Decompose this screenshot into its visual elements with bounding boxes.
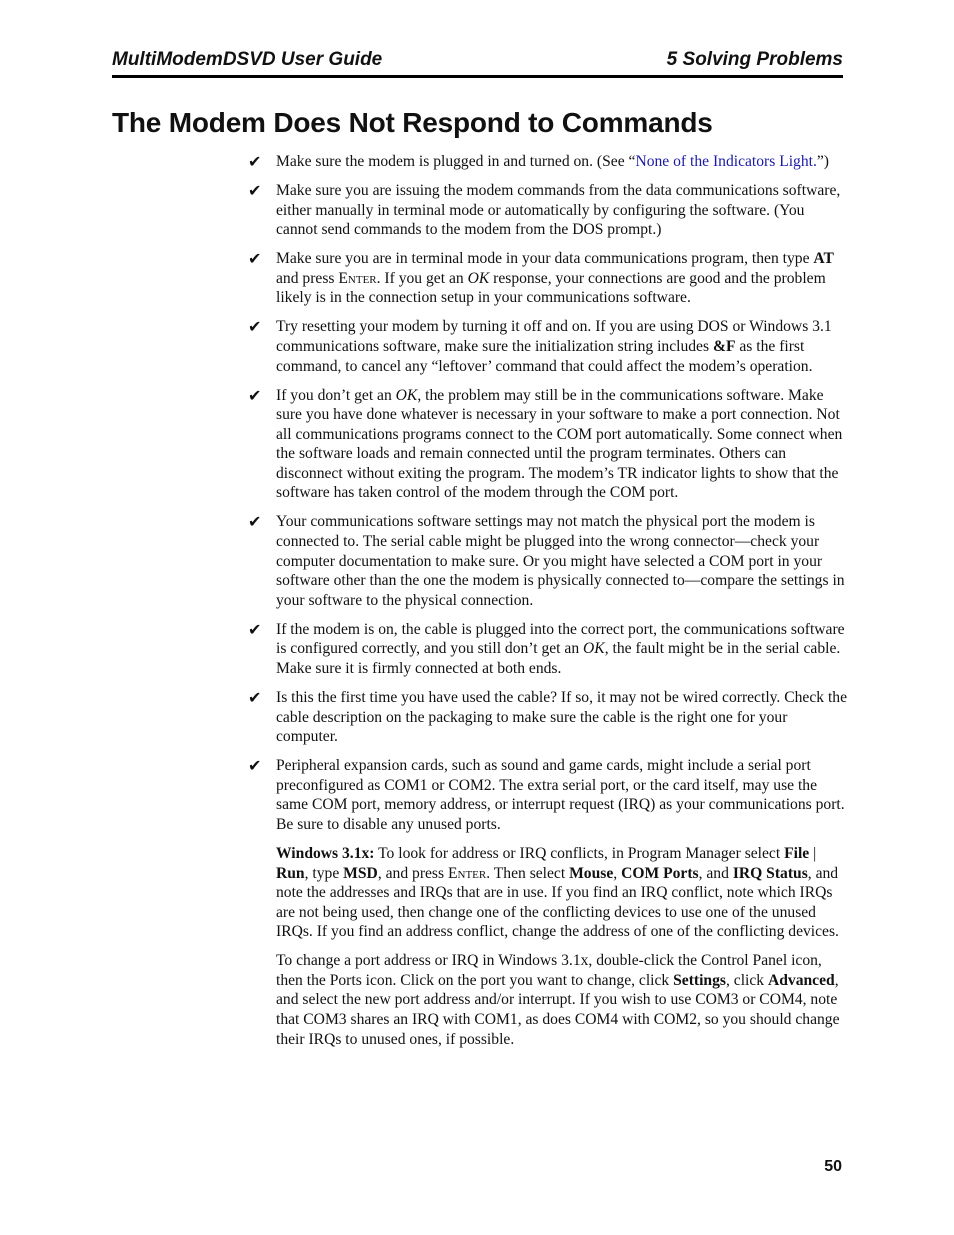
port-change-paragraph: To change a port address or IRQ in Windows 3.1x, double-click the Control Panel icon, then the Ports icon. Click on the port you want to change, click Settings, click Advanced, and select the new port address and/or interrupt. If you wish to use COM3 or COM4, note that COM3 shares an IRQ with COM1, as does COM4 with COM2, so you should change their IRQs to unused ones, if possible.	[276, 952, 840, 1048]
list-item: ✔ If the modem is on, the cable is plugged into the correct port, the communications software is configured correctly, and you still don’t get an OK, the fault might be in the serial cable. Make sure it is firmly connected at both ends.	[248, 619, 845, 677]
list-item: ✔ Make sure the modem is plugged in and turned on. (See “None of the Indicators Light.”)	[248, 152, 830, 171]
list-item: ✔ Your communications software settings may not match the physical port the modem is connected to. The serial cable might be plugged into the wrong connector—check your computer documentation to make sure. Or you might have selected a COM port in your software other than the one the modem is physically connected to—compare the settings in your software to the physical connection.	[248, 512, 845, 609]
checkmark-icon: ✔	[248, 756, 262, 776]
checkmark-icon: ✔	[248, 317, 262, 337]
checkmark-icon: ✔	[248, 152, 262, 171]
windows-paragraph: Windows 3.1x: To look for address or IRQ conflicts, in Program Manager select File | Run, type MSD, and press Enter. Then select Mouse, COM Ports, and IRQ Status, and note the addresses and IRQs that are in use. If you find an IRQ conflict, note which IRQs are not being used, then change one of the conflicting devices to use one of the unused IRQs. If you find an address conflict, change the address of one of the conflicting devices.	[276, 844, 839, 941]
chapter-title: 5 Solving Problems	[666, 49, 843, 70]
checkmark-icon: ✔	[248, 249, 262, 269]
list-item: ✔ Peripheral expansion cards, such as sound and game cards, might include a serial port preconfigured as COM1 or COM2. The extra serial port, or the card itself, may use the same COM port, memory address, or interrupt request (IRQ) as your communications port. Be sure to disable any unused ports.	[248, 756, 845, 833]
running-header	[112, 49, 843, 78]
checkmark-icon: ✔	[248, 687, 262, 707]
page-title: The Modem Does Not Respond to Commands	[112, 107, 713, 138]
page-number: 50	[824, 1158, 842, 1175]
list-item: ✔ If you don’t get an OK, the problem may still be in the communications software. Make sure you have done whatever is necessary in your software to make a port connection. Not all communications programs connect to the COM port automatically. Some connect when the software loads and remain connected until the program terminates. Others can disconnect without exiting the program. The modem’s TR indicator lights to show that the software has taken control of the modem through the COM port.	[248, 385, 843, 502]
guide-title: MultiModemDSVD User Guide	[112, 49, 383, 70]
content-body	[248, 152, 848, 1059]
checkmark-icon: ✔	[248, 180, 262, 200]
list-item: ✔ Is this the first time you have used the cable? If so, it may not be wired correctly. Check the cable description on the packaging to make sure the cable is the right one for your computer.	[248, 687, 848, 746]
checkmark-icon: ✔	[248, 385, 262, 405]
checkmark-icon: ✔	[248, 512, 262, 532]
list-item: ✔ Make sure you are issuing the modem commands from the data communications software, either manually in terminal mode or automatically by configuring the software. (You cannot send commands to the modem from the DOS prompt.)	[248, 180, 841, 239]
cross-reference-link[interactable]: None of the Indicators Light.	[635, 153, 817, 170]
list-item: ✔ Try resetting your modem by turning it off and on. If you are using DOS or Windows 3.1 communications software, make sure the initialization string includes &F as the first command, to cancel any “leftover’ command that could affect the modem’s operation.	[248, 317, 832, 375]
checkmark-icon: ✔	[248, 619, 262, 639]
list-item: ✔ Make sure you are in terminal mode in your data communications program, then type AT and press Enter. If you get an OK response, your connections are good and the problem likely is in the connection setup in your communications software.	[248, 249, 834, 307]
